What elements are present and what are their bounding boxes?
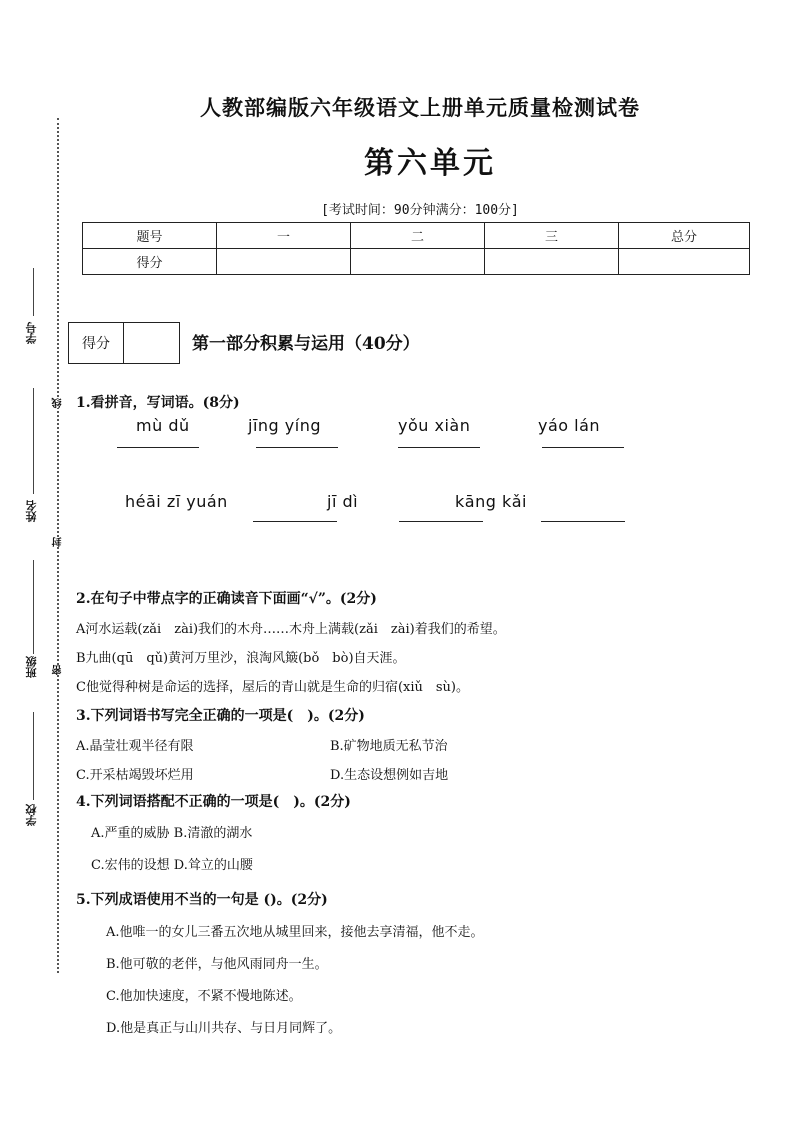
answer-blank-5[interactable] <box>253 521 337 522</box>
table-row <box>83 223 750 249</box>
q3-option-c: C.开采枯竭毁坏烂用 <box>76 768 194 783</box>
q3-option-a: A.晶莹壮观半径有限 <box>76 739 194 754</box>
q3-title: 3.下列词语书写完全正确的一项是( )。(2分) <box>76 708 365 724</box>
exam-title: 人教部编版六年级语文上册单元质量检测试卷 <box>200 95 640 120</box>
table-cell: 三 <box>485 223 619 249</box>
student-id-blank[interactable] <box>33 268 34 316</box>
pinyin-6: jī dì <box>327 492 359 511</box>
name-blank[interactable] <box>33 388 34 494</box>
pinyin-7: kāng kǎi <box>455 492 527 511</box>
part1-score-input[interactable] <box>124 323 179 363</box>
name-label: 姓名 <box>25 500 38 522</box>
score-cell-3[interactable] <box>485 249 619 275</box>
answer-blank-6[interactable] <box>399 521 483 522</box>
score-cell-2[interactable] <box>351 249 485 275</box>
table-cell: 总分 <box>619 223 750 249</box>
exam-info: [考试时间：90分钟满分：100分] <box>321 203 519 218</box>
score-cell-1[interactable] <box>217 249 351 275</box>
pinyin-5: héāi zī yuán <box>125 492 228 511</box>
q4-line-2: C.宏伟的设想 D.耸立的山腰 <box>91 858 253 873</box>
q5-option-d: D.他是真正与山川共存、与日月同辉了。 <box>106 1021 342 1036</box>
table-cell: 得分 <box>83 249 217 275</box>
pinyin-1: mù dǔ <box>136 416 190 435</box>
q3-option-d: D.生态设想例如吉地 <box>330 768 449 783</box>
q1-title: 1.看拼音，写词语。(8分) <box>76 395 240 411</box>
pinyin-3: yǒu xiàn <box>398 416 471 435</box>
student-id-label: 学号 <box>25 322 38 344</box>
table-cell: 一 <box>217 223 351 249</box>
answer-blank-4[interactable] <box>542 447 624 448</box>
answer-blank-2[interactable] <box>256 447 338 448</box>
seal-mark-secret: 密 <box>53 665 64 675</box>
q2-line-b: B九曲(qū qǔ)黄河万里沙，浪淘风簸(bǒ bò)自天涯。 <box>76 651 406 666</box>
part1-score-box <box>68 322 180 364</box>
answer-blank-1[interactable] <box>117 447 199 448</box>
q2-line-c: C他觉得种树是命运的选择，屋后的青山就是生命的归宿(xiǔ sù)。 <box>76 680 469 695</box>
part1-score-label: 得分 <box>69 323 124 363</box>
pinyin-4: yáo lán <box>538 416 601 435</box>
class-blank[interactable] <box>33 560 34 654</box>
pinyin-2: jīng yíng <box>248 416 321 435</box>
seal-mark-line: 线 <box>53 398 64 408</box>
part1-title: 第一部分积累与运用（40分） <box>192 334 420 354</box>
table-cell: 题号 <box>83 223 217 249</box>
answer-blank-3[interactable] <box>398 447 480 448</box>
class-label: 班级 <box>25 656 38 678</box>
score-table <box>82 222 750 275</box>
q5-option-c: C.他加快速度，不紧不慢地陈述。 <box>106 989 302 1004</box>
score-cell-total[interactable] <box>619 249 750 275</box>
q5-title: 5.下列成语使用不当的一句是 ()。(2分) <box>76 892 328 908</box>
q3-option-b: B.矿物地质无私节治 <box>330 739 448 754</box>
q5-option-a: A.他唯一的女儿三番五次地从城里回来，接他去享清福，他不走。 <box>106 925 484 940</box>
q5-option-b: B.他可敬的老伴，与他风雨同舟一生。 <box>106 957 328 972</box>
q4-title: 4.下列词语搭配不正确的一项是( )。(2分) <box>76 794 351 810</box>
q2-title: 2.在句子中带点字的正确读音下面画“√”。(2分) <box>76 591 377 607</box>
answer-blank-7[interactable] <box>541 521 625 522</box>
q2-line-a: A河水运载(zǎi zài)我们的木舟……木舟上满载(zǎi zài)着我们的希望。 <box>76 622 506 637</box>
table-row <box>83 249 750 275</box>
unit-title: 第六单元 <box>364 146 496 181</box>
school-blank[interactable] <box>33 712 34 800</box>
q4-line-1: A.严重的威胁 B.清澈的湖水 <box>91 826 253 841</box>
school-label: 学校 <box>25 804 38 826</box>
table-cell: 二 <box>351 223 485 249</box>
seal-mark-seal: 封 <box>53 537 64 547</box>
